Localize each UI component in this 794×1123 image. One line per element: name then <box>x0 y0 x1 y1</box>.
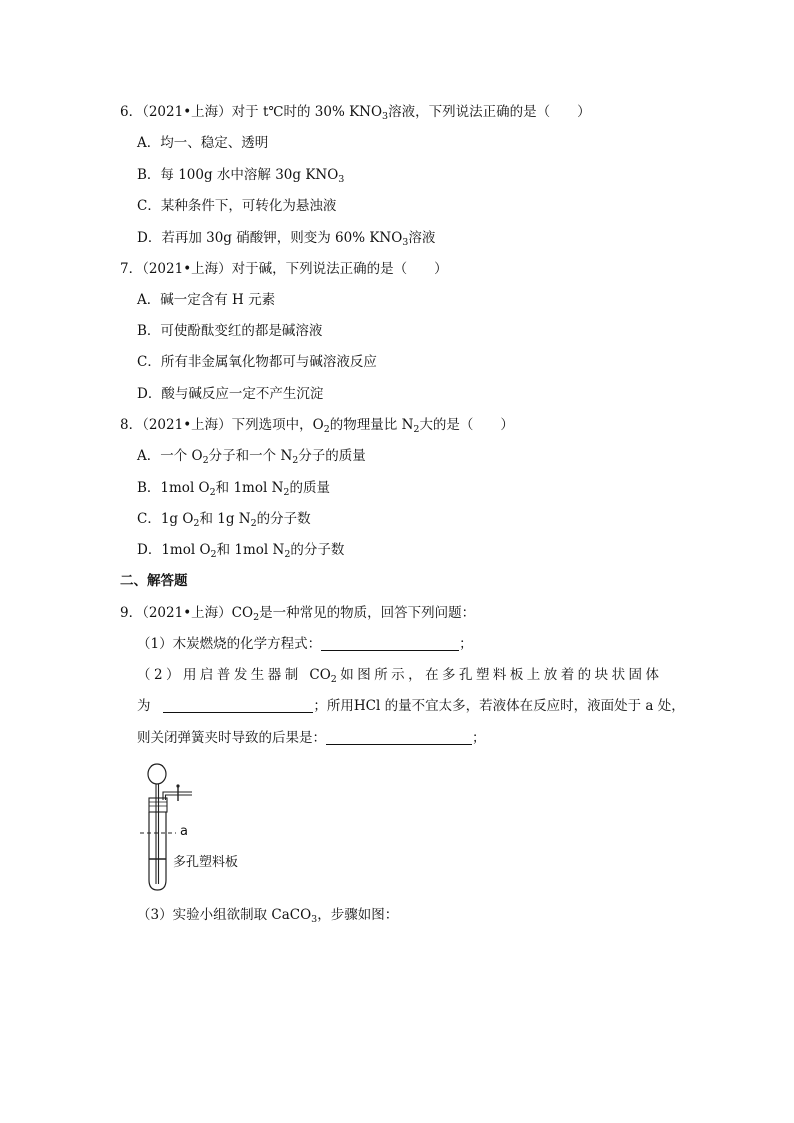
label-porous-plate: 多孔塑料板 <box>173 855 239 870</box>
q6-option-d[interactable]: D．若再加 30g 硝酸钾，则变为 60% $KNO_3$溶液 <box>137 230 436 248</box>
test-tube <box>149 812 166 890</box>
answer-blank-3[interactable] <box>326 730 472 745</box>
label-a: a <box>180 824 188 839</box>
funnel-bulb <box>148 764 166 784</box>
q8-stem: 8．（2021•上海）下列选项中，$O_2$的物理量比 $N_2$大的是（ ） <box>120 417 514 435</box>
q6-option-a[interactable]: A．均一、稳定、透明 <box>137 135 269 151</box>
q6-option-c[interactable]: C．某种条件下，可转化为悬浊液 <box>137 198 337 214</box>
q6-stem: 6．（2021•上海）对于 t℃时的 30% $KNO_3$溶液，下列说法正确的是（ ） <box>120 104 591 122</box>
q9-part3: （3）实验小组欲制取 CaCO$_3$，步骤如图： <box>137 907 399 925</box>
q7-option-c[interactable]: C．所有非金属氧化物都可与碱溶液反应 <box>137 354 377 370</box>
q8-option-c[interactable]: C．1g $O_2$和 1g $N_2$的分子数 <box>137 511 311 529</box>
q9-part2-line3: 则关闭弹簧夹时导致的后果是： ； <box>137 730 486 746</box>
q9-part1: （1）木炭燃烧的化学方程式： ； <box>137 636 473 652</box>
q8-option-b[interactable]: B．1mol $O_2$和 1mol $N_2$的质量 <box>137 480 330 498</box>
section-heading: 二、解答题 <box>120 573 188 589</box>
q7-stem: 7．（2021•上海）对于碱，下列说法正确的是（ ） <box>120 261 448 277</box>
q7-option-b[interactable]: B．可使酚酞变红的都是碱溶液 <box>137 323 323 339</box>
q9-part2-line2: 为 ；所用HCl 的量不宜太多，若液体在反应时，液面处于 a 处， <box>137 698 685 714</box>
q6-option-b[interactable]: B．每 100g 水中溶解 30g $KNO_3$ <box>137 167 345 185</box>
answer-blank-1[interactable] <box>321 636 459 651</box>
apparatus-figure <box>140 758 300 893</box>
q9-stem: 9．（2021•上海）$CO_2$是一种常见的物质，回答下列问题： <box>120 605 476 623</box>
q8-option-d[interactable]: D．1mol $O_2$和 1mol $N_2$的分子数 <box>137 542 345 560</box>
q7-option-d[interactable]: D．酸与碱反应一定不产生沉淀 <box>137 386 324 402</box>
q8-option-a[interactable]: A．一个 $O_2$分子和一个 $N_2$分子的质量 <box>137 448 366 466</box>
q9-part2-line1: （2）用启普发生器制 $CO_2$如图所示，在多孔塑料板上放着的块状固体 <box>137 667 660 685</box>
answer-blank-2[interactable] <box>163 698 313 713</box>
q7-option-a[interactable]: A．碱一定含有 H 元素 <box>137 292 276 308</box>
test-tube-diagram <box>140 758 300 893</box>
